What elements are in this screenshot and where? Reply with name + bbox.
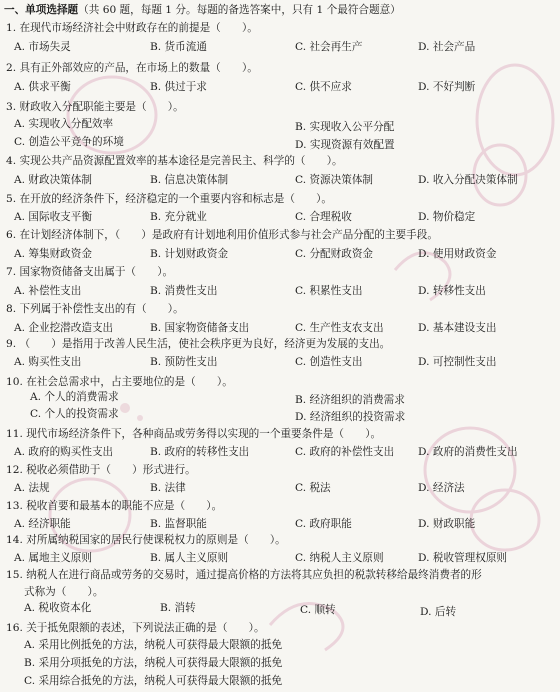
question-16-stem: 16. 关于抵免限额的表述，下列说法正确的是（ ）。 — [6, 622, 265, 634]
question-4-stem: 4. 实现公共产品资源配置效率的基本途径是完善民主、科学的（ ）。 — [6, 155, 343, 167]
question-3-option-c[interactable]: C. 创造公平竞争的环境 — [14, 136, 124, 148]
question-10-option-b[interactable]: B. 经济组织的消费需求 — [295, 394, 405, 406]
question-2-option-a[interactable]: A. 供求平衡 — [14, 81, 71, 93]
question-1-option-a[interactable]: A. 市场失灵 — [14, 41, 71, 53]
question-12-option-d[interactable]: D. 经济法 — [418, 482, 465, 494]
question-10-option-a[interactable]: A. 个人的消费需求 — [30, 391, 119, 403]
question-12-stem: 12. 税收必须借助于（ ）形式进行。 — [6, 464, 196, 476]
question-7-option-d[interactable]: D. 转移性支出 — [418, 285, 486, 297]
question-14-option-b[interactable]: B. 属人主义原则 — [150, 552, 229, 564]
question-4-option-d[interactable]: D. 收入分配决策体制 — [418, 174, 518, 186]
question-2-stem: 2. 具有正外部效应的产品，在市场上的数量（ ）。 — [6, 62, 258, 74]
question-13-option-d[interactable]: D. 财政职能 — [418, 518, 476, 530]
question-12-option-c[interactable]: C. 税法 — [295, 482, 331, 494]
question-7-option-b[interactable]: B. 消费性支出 — [150, 285, 218, 297]
question-11-option-a[interactable]: A. 政府的购买性支出 — [14, 446, 114, 458]
question-3-option-a[interactable]: A. 实现收入分配效率 — [14, 118, 114, 130]
question-11-option-b[interactable]: B. 政府的转移性支出 — [150, 446, 250, 458]
question-16-option-a[interactable]: A. 采用比例抵免的方法，纳税人可获得最大限额的抵免 — [24, 639, 283, 651]
question-15-option-b[interactable]: B. 消转 — [160, 602, 196, 614]
question-14-option-c[interactable]: C. 纳税人主义原则 — [295, 552, 384, 564]
question-4-option-a[interactable]: A. 财政决策体制 — [14, 174, 92, 186]
question-11-stem: 11. 现代市场经济条件下，各种商品或劳务得以实现的一个重要条件是（ ）。 — [6, 428, 382, 440]
question-14-option-d[interactable]: D. 税收管理权原则 — [418, 552, 508, 564]
question-6-option-a[interactable]: A. 筹集财政资金 — [14, 248, 92, 260]
question-9-option-b[interactable]: B. 预防性支出 — [150, 356, 218, 368]
question-4-option-b[interactable]: B. 信息决策体制 — [150, 174, 229, 186]
question-11-option-d[interactable]: D. 政府的消费性支出 — [418, 446, 518, 458]
question-5-stem: 5. 在开放的经济条件下，经济稳定的一个重要内容和标志是（ ）。 — [6, 193, 332, 205]
question-12-option-b[interactable]: B. 法律 — [150, 482, 186, 494]
question-15-option-a[interactable]: A. 税收资本化 — [24, 602, 92, 614]
question-1-option-b[interactable]: B. 货币流通 — [150, 41, 207, 53]
question-4-option-c[interactable]: C. 资源决策体制 — [295, 174, 374, 186]
question-13-stem: 13. 税收首要和最基本的职能不应是（ ）。 — [6, 500, 223, 512]
question-6-option-c[interactable]: C. 分配财政资金 — [295, 248, 374, 260]
question-6-stem: 6. 在计划经济体制下，（ ）是政府有计划地利用价值形式参与社会产品分配的主要手段。 — [6, 229, 438, 241]
question-2-option-b[interactable]: B. 供过于求 — [150, 81, 207, 93]
question-5-option-c[interactable]: C. 合理税收 — [295, 211, 352, 223]
question-7-option-a[interactable]: A. 补偿性支出 — [14, 285, 82, 297]
question-13-option-b[interactable]: B. 监督职能 — [150, 518, 207, 530]
question-9-option-d[interactable]: D. 可控制性支出 — [418, 356, 497, 368]
question-16-option-c[interactable]: C. 采用综合抵免的方法，纳税人可获得最大限额的抵免 — [24, 675, 283, 687]
question-8-option-c[interactable]: C. 生产性支农支出 — [295, 322, 384, 334]
question-13-option-a[interactable]: A. 经济职能 — [14, 518, 71, 530]
question-15-stem: 15. 纳税人在进行商品或劳务的交易时，通过提高价格的方法将其应负担的税款转移给最终消费者的形 — [6, 569, 482, 581]
question-8-option-a[interactable]: A. 企业挖潜改造支出 — [14, 322, 114, 334]
question-7-stem: 7. 国家物资储备支出属于（ ）。 — [6, 266, 174, 278]
section-title-label: 一、单项选择题 — [4, 4, 79, 16]
question-10-stem: 10. 在社会总需求中，占主要地位的是（ ）。 — [6, 376, 233, 388]
question-13-option-c[interactable]: C. 政府职能 — [295, 518, 352, 530]
question-1-option-c[interactable]: C. 社会再生产 — [295, 41, 363, 53]
question-14-option-a[interactable]: A. 属地主义原则 — [14, 552, 92, 564]
section-title — [4, 2, 401, 17]
question-6-option-d[interactable]: D. 使用财政资金 — [418, 248, 497, 260]
question-5-option-b[interactable]: B. 充分就业 — [150, 211, 207, 223]
question-6-option-b[interactable]: B. 计划财政资金 — [150, 248, 229, 260]
question-5-option-a[interactable]: A. 国际收支平衡 — [14, 211, 92, 223]
question-16-option-b[interactable]: B. 采用分项抵免的方法，纳税人可获得最大限额的抵免 — [24, 657, 283, 669]
question-15-option-d[interactable]: D. 后转 — [420, 606, 457, 618]
question-3-option-b[interactable]: B. 实现收入公平分配 — [295, 121, 395, 133]
question-7-option-c[interactable]: C. 积累性支出 — [295, 285, 363, 297]
question-8-stem: 8. 下列属于补偿性支出的有（ ）。 — [6, 303, 184, 315]
question-2-option-c[interactable]: C. 供不应求 — [295, 81, 352, 93]
question-10-option-d[interactable]: D. 经济组织的投资需求 — [295, 411, 406, 423]
question-15-stem-continued: 式称为（ ）。 — [24, 586, 104, 598]
question-10-option-c[interactable]: C. 个人的投资需求 — [30, 408, 119, 420]
question-14-stem: 14. 对所属纳税国家的居民行使课税权力的原则是（ ）。 — [6, 534, 286, 546]
question-1-option-d[interactable]: D. 社会产品 — [418, 41, 476, 53]
question-8-option-b[interactable]: B. 国家物资储备支出 — [150, 322, 250, 334]
question-8-option-d[interactable]: D. 基本建设支出 — [418, 322, 497, 334]
question-5-option-d[interactable]: D. 物价稳定 — [418, 211, 476, 223]
section-description: （共 60 题，每题 1 分。每题的备选答案中，只有 1 个最符合题意） — [78, 4, 401, 16]
question-1-stem: 1. 在现代市场经济社会中财政存在的前提是（ ）。 — [6, 22, 258, 34]
question-11-option-c[interactable]: C. 政府的补偿性支出 — [295, 446, 395, 458]
question-9-option-a[interactable]: A. 购买性支出 — [14, 356, 82, 368]
question-9-stem: 9. （ ）是指用于改善人民生活，使社会秩序更为良好，经济更为发展的支出。 — [6, 338, 391, 350]
question-2-option-d[interactable]: D. 不好判断 — [418, 81, 476, 93]
question-15-option-c[interactable]: C. 顺转 — [300, 604, 336, 616]
question-9-option-c[interactable]: C. 创造性支出 — [295, 356, 363, 368]
question-3-stem: 3. 财政收入分配职能主要是（ ）。 — [6, 101, 184, 113]
question-12-option-a[interactable]: A. 法规 — [14, 482, 50, 494]
question-3-option-d[interactable]: D. 实现资源有效配置 — [295, 139, 395, 151]
